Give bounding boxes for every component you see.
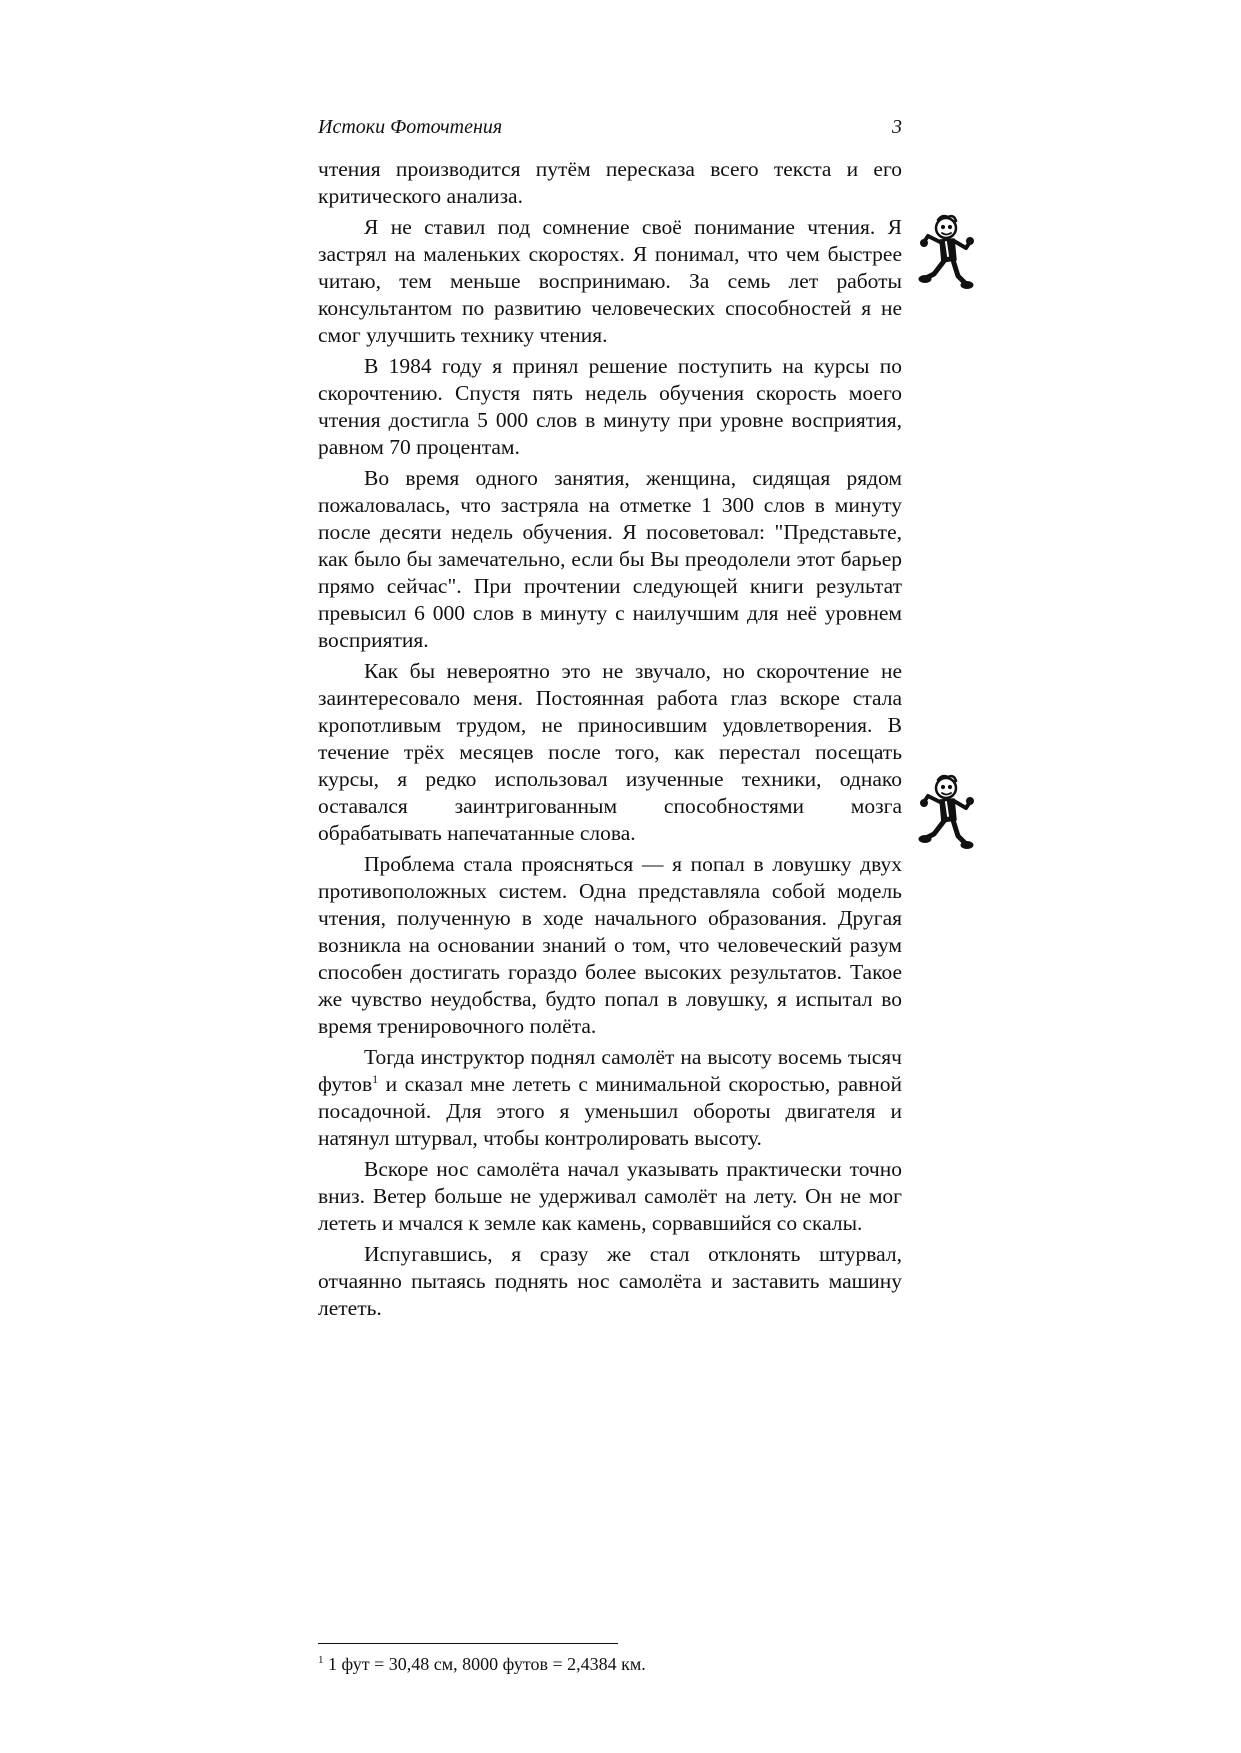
paragraph: В 1984 году я принял решение поступить на курсы по скорочтению. Спустя пять недель обучения скорость моего чтения достигла 5 000 слов в минуту при уровне восприятия, равном 70 процентам. xyxy=(318,354,902,459)
footnote-text: 1 фут = 30,48 см, 8000 футов = 2,4384 км. xyxy=(323,1654,646,1674)
running-title: Истоки Фоточтения xyxy=(318,116,503,138)
paragraph: Я не ставил под сомнение своё понимание чтения. Я застрял на маленьких скоростях. Я понимал, что чем быстрее читаю, тем меньше воспринимаю. За семь лет работы консультантом по развитию человеческих способностей я не смог улучшить технику чтения. xyxy=(318,215,902,347)
paragraph-text-before-footnote: Тогда инструктор поднял самолёт на высоту восемь тысяч футов xyxy=(318,1045,902,1096)
running-man-icon xyxy=(918,212,974,292)
page-number: 3 xyxy=(892,116,902,138)
paragraph: чтения производится путём пересказа всего текста и его критического анализа. xyxy=(318,157,902,208)
footnote xyxy=(318,1652,902,1676)
footnote-divider xyxy=(318,1643,618,1644)
footnote-marker: 1 xyxy=(318,1654,324,1666)
paragraph: Вскоре нос самолёта начал указывать практически точно вниз. Ветер больше не удерживал самолёт на лету. Он не мог лететь и мчался к земле как камень, сорвавшийся со скалы. xyxy=(318,1157,902,1235)
running-man-icon xyxy=(918,772,974,852)
body-text xyxy=(318,156,902,1326)
paragraph: Как бы невероятно это не звучало, но скорочтение не заинтересовало меня. Постоянная работа глаз вскоре стала кропотливым трудом, не приносившим удовлетворения. В течение трёх месяцев после того, как перестал посещать курсы, я редко использовал изученные техники, однако оставался заинтригованным способностями мозга обрабатывать напечатанные слова. xyxy=(318,659,902,845)
paragraph: Испугавшись, я сразу же стал отклонять штурвал, отчаянно пытаясь поднять нос самолёта и заставить машину лететь. xyxy=(318,1242,902,1320)
paragraph: Во время одного занятия, женщина, сидящая рядом пожаловалась, что застряла на отметке 1 300 слов в минуту после десяти недель обучения. Я посоветовал: "Представьте, как было бы замечательно, если бы Вы преодолели этот барьер прямо сейчас". При прочтении следующей книги результат превысил 6 000 слов в минуту с наилучшим для неё уровнем восприятия. xyxy=(318,466,902,652)
paragraph-with-footnote xyxy=(318,1044,902,1152)
footnote-reference: 1 xyxy=(372,1071,379,1086)
paragraph: Проблема стала проясняться — я попал в ловушку двух противоположных систем. Одна представляла собой модель чтения, полученную в ходе начального образования. Другая возникла на основании знаний о том, что человеческий разум способен достигать гораздо более высоких результатов. Такое же чувство неудобства, будто попал в ловушку, я испытал во время тренировочного полёта. xyxy=(318,852,902,1038)
paragraph-text-after-footnote: и сказал мне лететь с минимальной скоростью, равной посадочной. Для этого я уменьшил обороты двигателя и натянул штурвал, чтобы контролировать высоту. xyxy=(318,1072,902,1150)
page-header xyxy=(318,112,902,142)
